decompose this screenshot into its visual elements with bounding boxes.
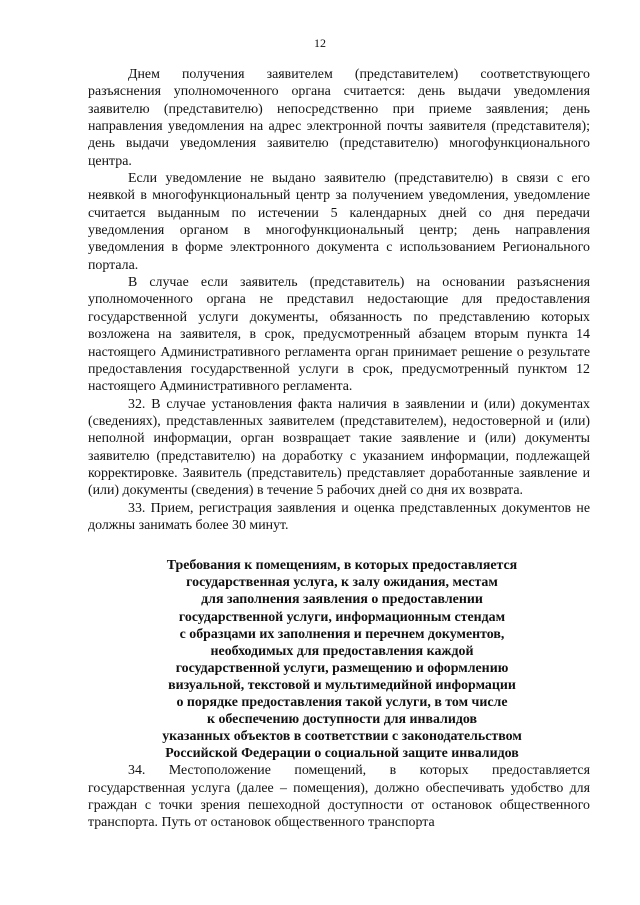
heading-line: визуальной, текстовой и мультимедийной информации bbox=[168, 677, 516, 693]
heading-line: к обеспечению доступности для инвалидов bbox=[206, 712, 478, 728]
paragraph-receipt-date: Днем получения заявителем (представителем) соответствующего разъяснения уполномоченного органа считается: день выдачи уведомления заявителю (представителю) непосредственно при приеме заявления; день направления уведомления на адрес электронной почты заявителя (представителя); день выдачи уведомления заявителю (представителю) многофункционального центра. bbox=[88, 67, 590, 169]
paragraph-missing-documents: В случае если заявитель (представитель) на основании разъяснения уполномоченного органа не представил недостающие для предоставления государственной услуги документы, обязанность по представлению которых возложена на заявителя, в срок, предусмотренный абзацем вторым пункта 14 настоящего Административного регламента орган принимает решение о результате предоставления государственной услуги в срок, предусмотренный пунктом 12 настоящего Административного регламента. bbox=[88, 275, 590, 395]
page-number: 12 bbox=[314, 36, 326, 50]
heading-line: государственной услуги, информационным стендам bbox=[178, 609, 506, 625]
paragraph-notice-not-issued: Если уведомление не выдано заявителю (представителю) в связи с его неявкой в многофункциональный центр за получением уведомления, уведомление считается выданным по истечении 5 календарных дней со дня передачи уведомления органом в многофункциональный центр; день направления уведомления в форме электронного документа с использованием Регионального портала. bbox=[88, 171, 590, 273]
heading-line: необходимых для предоставления каждой bbox=[210, 643, 474, 659]
heading-line: Российской Федерации о социальной защите инвалидов bbox=[165, 746, 519, 762]
heading-line: с образцами их заполнения и перечнем документов, bbox=[179, 626, 505, 642]
heading-line: государственной услуги, размещению и оформлению bbox=[175, 660, 509, 676]
document-body bbox=[88, 66, 590, 832]
heading-line: о порядке предоставления такой услуги, в том числе bbox=[176, 695, 508, 711]
heading-line: для заполнения заявления о предоставлении bbox=[201, 592, 483, 608]
heading-line: указанных объектов в соответствии с законодательством bbox=[162, 729, 522, 745]
paragraph-item-33: 33. Прием, регистрация заявления и оценка представленных документов не должны занимать более 30 минут. bbox=[88, 500, 590, 533]
section-heading bbox=[88, 557, 590, 762]
paragraph-item-32: 32. В случае установления факта наличия в заявлении и (или) документах (сведениях), представленных заявителем (представителем), недостоверной и (или) неполной информации, орган возвращает такие заявление и (или) документы заявителю (представителю) на доработку с указанием информации, подлежащей корректировке. Заявитель (представитель) представляет доработанные заявление и (или) документы (сведения) в течение 5 рабочих дней со дня их возврата. bbox=[88, 396, 590, 499]
paragraph-item-34: 34. Местоположение помещений, в которых предоставляется государственная услуга (далее – помещения), должно обеспечивать удобство для граждан с точки зрения пешеходной доступности от остановок общественного транспорта. Путь от остановок общественного транспорта bbox=[88, 763, 590, 831]
heading-line: государственная услуга, к залу ожидания, местам bbox=[186, 575, 498, 591]
heading-line: Требования к помещениям, в которых предоставляется bbox=[166, 558, 518, 574]
